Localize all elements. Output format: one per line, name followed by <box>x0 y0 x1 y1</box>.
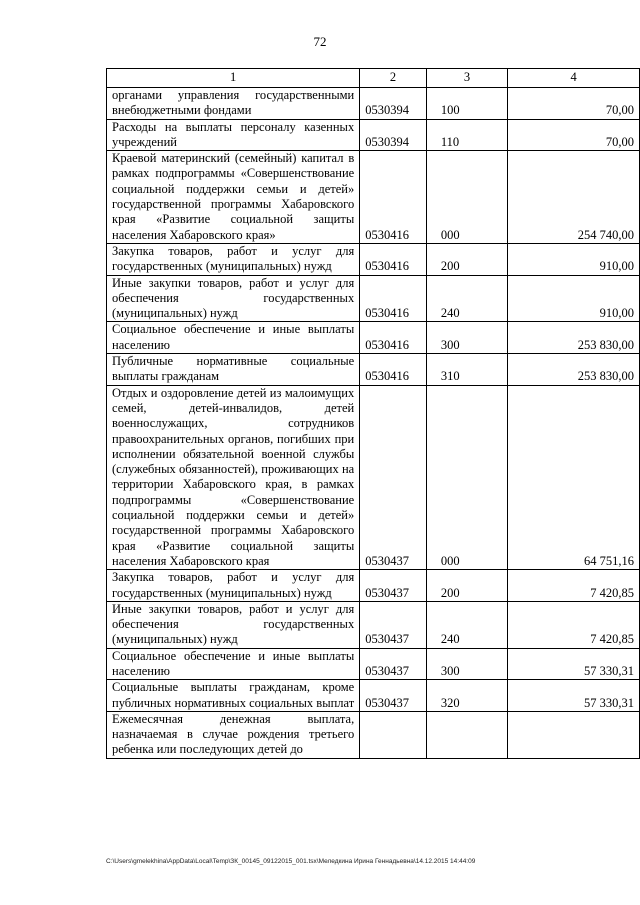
row-expense-type: 320 <box>426 680 507 712</box>
row-target-code: 0530394 <box>360 119 427 151</box>
table-row <box>107 322 640 354</box>
row-description: Расходы на выплаты персоналу казенных учреждений <box>107 119 360 151</box>
row-expense-type: 110 <box>426 119 507 151</box>
row-description: Закупка товаров, работ и услуг для государственных (муниципальных) нужд <box>107 243 360 275</box>
row-description: Иные закупки товаров, работ и услуг для обеспечения государственных (муниципальных) нужд <box>107 275 360 322</box>
page-number: 72 <box>313 34 327 49</box>
row-amount: 70,00 <box>508 119 640 151</box>
row-target-code: 0530394 <box>360 88 427 120</box>
row-amount: 70,00 <box>508 88 640 120</box>
table-row <box>107 243 640 275</box>
row-amount: 7 420,85 <box>508 570 640 602</box>
row-amount: 254 740,00 <box>508 151 640 244</box>
table-row <box>107 151 640 244</box>
row-target-code: 0530437 <box>360 601 427 648</box>
table-row <box>107 570 640 602</box>
row-expense-type: 000 <box>426 385 507 570</box>
row-amount: 57 330,31 <box>508 648 640 680</box>
row-description: Закупка товаров, работ и услуг для государственных (муниципальных) нужд <box>107 570 360 602</box>
row-expense-type: 200 <box>426 570 507 602</box>
row-description: Социальное обеспечение и иные выплаты населению <box>107 322 360 354</box>
row-amount: 910,00 <box>508 275 640 322</box>
row-description: Краевой материнский (семейный) капитал в рамках подпрограммы «Совершенствование социальной поддержки семьи и детей» государственной программы Хабаровского края «Развитие социальной защиты населения Хабаровского края» <box>107 151 360 244</box>
row-expense-type: 300 <box>426 648 507 680</box>
row-amount: 253 830,00 <box>508 322 640 354</box>
row-expense-type: 240 <box>426 601 507 648</box>
row-expense-type: 100 <box>426 88 507 120</box>
table-row <box>107 648 640 680</box>
row-expense-type <box>426 711 507 758</box>
table-row <box>107 119 640 151</box>
table-row <box>107 385 640 570</box>
row-amount: 64 751,16 <box>508 385 640 570</box>
budget-table-body <box>107 69 640 759</box>
row-target-code: 0530416 <box>360 243 427 275</box>
row-description: Отдых и оздоровление детей из малоимущих семей, детей-инвалидов, детей военнослужащих, сотрудников правоохранительных органов, погибших при исполнении обязательной военной службы (служебных обязанностей), проживающих на территории Хабаровского края, в рамках подпрограммы «Совершенствование социальной поддержки семьи и детей» государственной программы Хабаровского края «Развитие социальной защиты населения Хабаровского края <box>107 385 360 570</box>
table-row <box>107 354 640 386</box>
row-expense-type: 310 <box>426 354 507 386</box>
table-row <box>107 88 640 120</box>
table-row <box>107 711 640 758</box>
row-description: Социальное обеспечение и иные выплаты населению <box>107 648 360 680</box>
row-description: Иные закупки товаров, работ и услуг для обеспечения государственных (муниципальных) нужд <box>107 601 360 648</box>
budget-table <box>106 68 640 759</box>
header-col-2: 2 <box>360 69 427 88</box>
row-expense-type: 300 <box>426 322 507 354</box>
row-target-code: 0530437 <box>360 680 427 712</box>
row-target-code: 0530416 <box>360 322 427 354</box>
table-row <box>107 680 640 712</box>
table-row <box>107 275 640 322</box>
header-col-1: 1 <box>107 69 360 88</box>
row-expense-type: 000 <box>426 151 507 244</box>
table-row <box>107 601 640 648</box>
row-description: Социальные выплаты гражданам, кроме публичных нормативных социальных выплат <box>107 680 360 712</box>
row-target-code: 0530437 <box>360 385 427 570</box>
row-target-code: 0530416 <box>360 354 427 386</box>
row-description: органами управления государственными внебюджетными фондами <box>107 88 360 120</box>
table-header-row <box>107 69 640 88</box>
row-description: Ежемесячная денежная выплата, назначаемая в случае рождения третьего ребенка или последующих детей до <box>107 711 360 758</box>
row-amount: 910,00 <box>508 243 640 275</box>
row-expense-type: 200 <box>426 243 507 275</box>
row-description: Публичные нормативные социальные выплаты гражданам <box>107 354 360 386</box>
row-expense-type: 240 <box>426 275 507 322</box>
row-target-code: 0530437 <box>360 570 427 602</box>
header-col-4: 4 <box>508 69 640 88</box>
row-target-code: 0530416 <box>360 275 427 322</box>
row-amount: 253 830,00 <box>508 354 640 386</box>
row-amount: 7 420,85 <box>508 601 640 648</box>
row-target-code: 0530437 <box>360 648 427 680</box>
file-path-footer: C:\Users\gmelekhina\AppData\Local\Temp\ЗК_00145_09122015_001.tsx\Меледкина Ирина Геннадьевна\14.12.2015 14:44:09 <box>106 858 476 865</box>
row-target-code <box>360 711 427 758</box>
row-target-code: 0530416 <box>360 151 427 244</box>
header-col-3: 3 <box>426 69 507 88</box>
row-amount <box>508 711 640 758</box>
row-amount: 57 330,31 <box>508 680 640 712</box>
